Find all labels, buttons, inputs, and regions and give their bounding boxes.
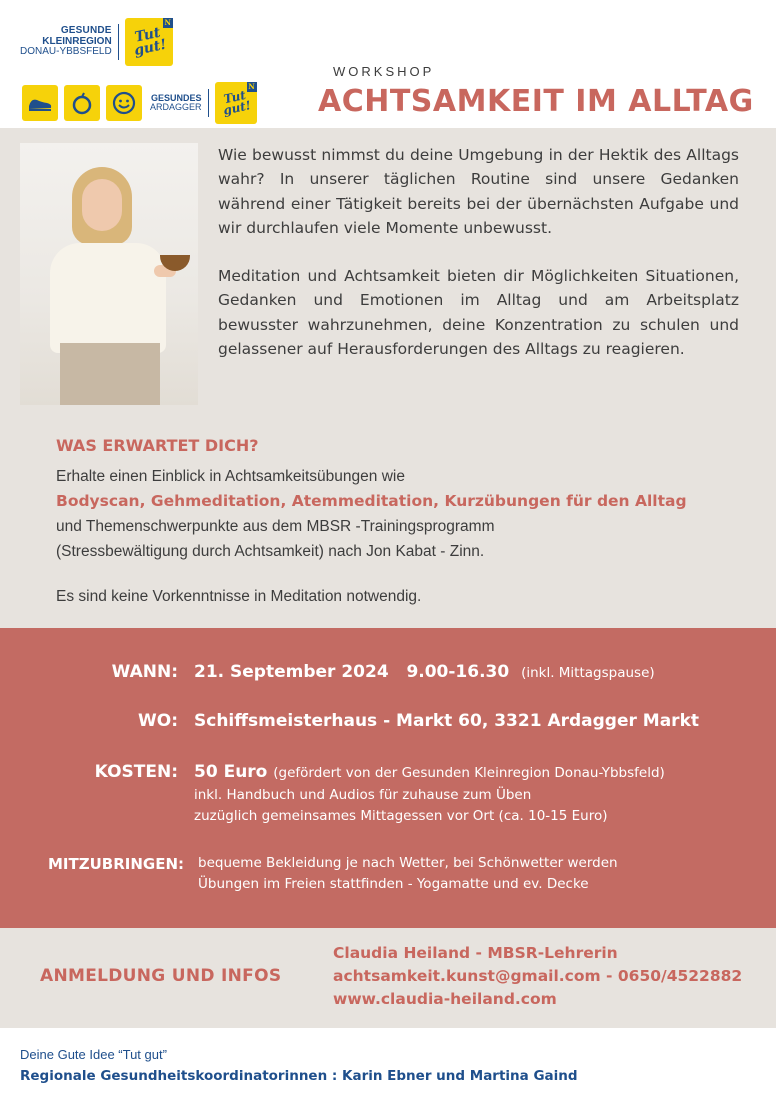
apple-icon [64, 85, 100, 121]
contact-info [333, 942, 742, 1011]
expect-line-1: Erhalte einen Einblick in Achtsamkeitsübungen wie [56, 468, 405, 485]
intro-text [218, 143, 739, 385]
when-note: (inkl. Mittagspause) [521, 665, 655, 681]
bring-text [198, 853, 618, 895]
workshop-kicker: WORKSHOP [333, 64, 435, 79]
cost-sub-2: zuzüglich gemeinsames Mittagessen vor Ort (ca. 10-15 Euro) [194, 808, 608, 824]
cost-amount: 50 Euro [194, 762, 268, 782]
expect-line-4: (Stressbewältigung durch Achtsamkeit) nach Jon Kabat - Zinn. [56, 543, 485, 560]
region-logo [20, 18, 173, 66]
tutgut-text-small: Tut gut! [221, 88, 252, 118]
instructor-photo [20, 143, 198, 405]
details-band [0, 628, 776, 928]
bring-line-1: bequeme Bekleidung je nach Wetter, bei Schönwetter werden [198, 855, 618, 871]
expect-body [56, 464, 746, 564]
logo-line-1: GESUNDE [60, 25, 112, 37]
footer-slogan: Deine Gute Idee “Tut gut” [20, 1047, 167, 1062]
tutgut-logo-small [215, 82, 257, 124]
tutgut-corner-small: N [248, 81, 255, 91]
cost-sub [194, 785, 607, 827]
logo-line-3: DONAU-YBBSFELD [20, 46, 112, 58]
contact-name: Claudia Heiland - MBSR-Lehrerin [333, 944, 618, 962]
tutgut-corner: N [164, 17, 171, 27]
tutgut-logo [125, 18, 173, 66]
no-prior-knowledge: Es sind keine Vorkenntnisse in Meditation notwendig. [56, 588, 422, 605]
where-value: Schiffsmeisterhaus - Markt 60, 3321 Ardagger Markt [194, 711, 700, 731]
footer-coordinators: Regionale Gesundheitskoordinatorinnen : Karin Ebner und Martina Gaind [20, 1068, 578, 1084]
ardagger-line-1: GESUNDES [151, 92, 202, 103]
where-label: WO: [137, 711, 178, 731]
when-time: 9.00-16.30 [406, 662, 510, 682]
intro-paragraph-2: Meditation und Achtsamkeit bieten dir Möglichkeiten Situationen, Gedanken und Emotionen im Alltag und am Arbeitsplatz bewusster wahrzunehmen, deine Konzentration zu schulen und gelassener auf Herausforderungen des Alltags zu reagieren. [218, 267, 739, 359]
page-title: ACHTSAMKEIT IM ALLTAG [318, 84, 754, 119]
logo-divider [118, 24, 119, 60]
when-label: WANN: [111, 662, 178, 682]
when-value [194, 662, 655, 682]
cost-note: (gefördert von der Gesunden Kleinregion Donau-Ybbsfeld) [273, 765, 665, 781]
expect-highlight: Bodyscan, Gehmeditation, Atemmeditation, Kurzübungen für den Alltag [56, 492, 687, 510]
when-date: 21. September 2024 [194, 662, 389, 682]
contact-email-phone[interactable]: achtsamkeit.kunst@gmail.com - 0650/4522882 [333, 967, 743, 985]
ardagger-line-2: ARDAGGER [150, 102, 202, 112]
ardagger-logo [150, 82, 257, 124]
registration-heading: ANMELDUNG UND INFOS [40, 966, 282, 986]
expect-line-3: und Themenschwerpunkte aus dem MBSR -Trainingsprogramm [56, 518, 495, 535]
cost-value [194, 762, 665, 782]
tutgut-text: Tut gut! [132, 25, 168, 60]
shoe-icon [22, 85, 58, 121]
expect-heading: WAS ERWARTET DICH? [56, 436, 259, 455]
logo-line-2: KLEINREGION [42, 35, 112, 47]
bring-line-2: Übungen im Freien stattfinden - Yogamatte und ev. Decke [198, 876, 589, 892]
contact-website[interactable]: www.claudia-heiland.com [333, 990, 557, 1008]
cost-sub-1: inkl. Handbuch und Audios für zuhause zum Üben [194, 787, 532, 803]
icons-row [22, 82, 257, 124]
intro-paragraph-1: Wie bewusst nimmst du deine Umgebung in der Hektik des Alltags wahr? In unserer täglichen Routine sind unsere Gedanken während einer Tätigkeit bereits bei der übernächsten Aufgabe und wir durchlaufen viele Momente unbewusst. [218, 146, 739, 237]
bring-label: MITZUBRINGEN: [47, 855, 184, 873]
ardagger-divider [208, 89, 209, 117]
smile-icon [106, 85, 142, 121]
cost-label: KOSTEN: [94, 762, 178, 782]
header [0, 0, 776, 128]
